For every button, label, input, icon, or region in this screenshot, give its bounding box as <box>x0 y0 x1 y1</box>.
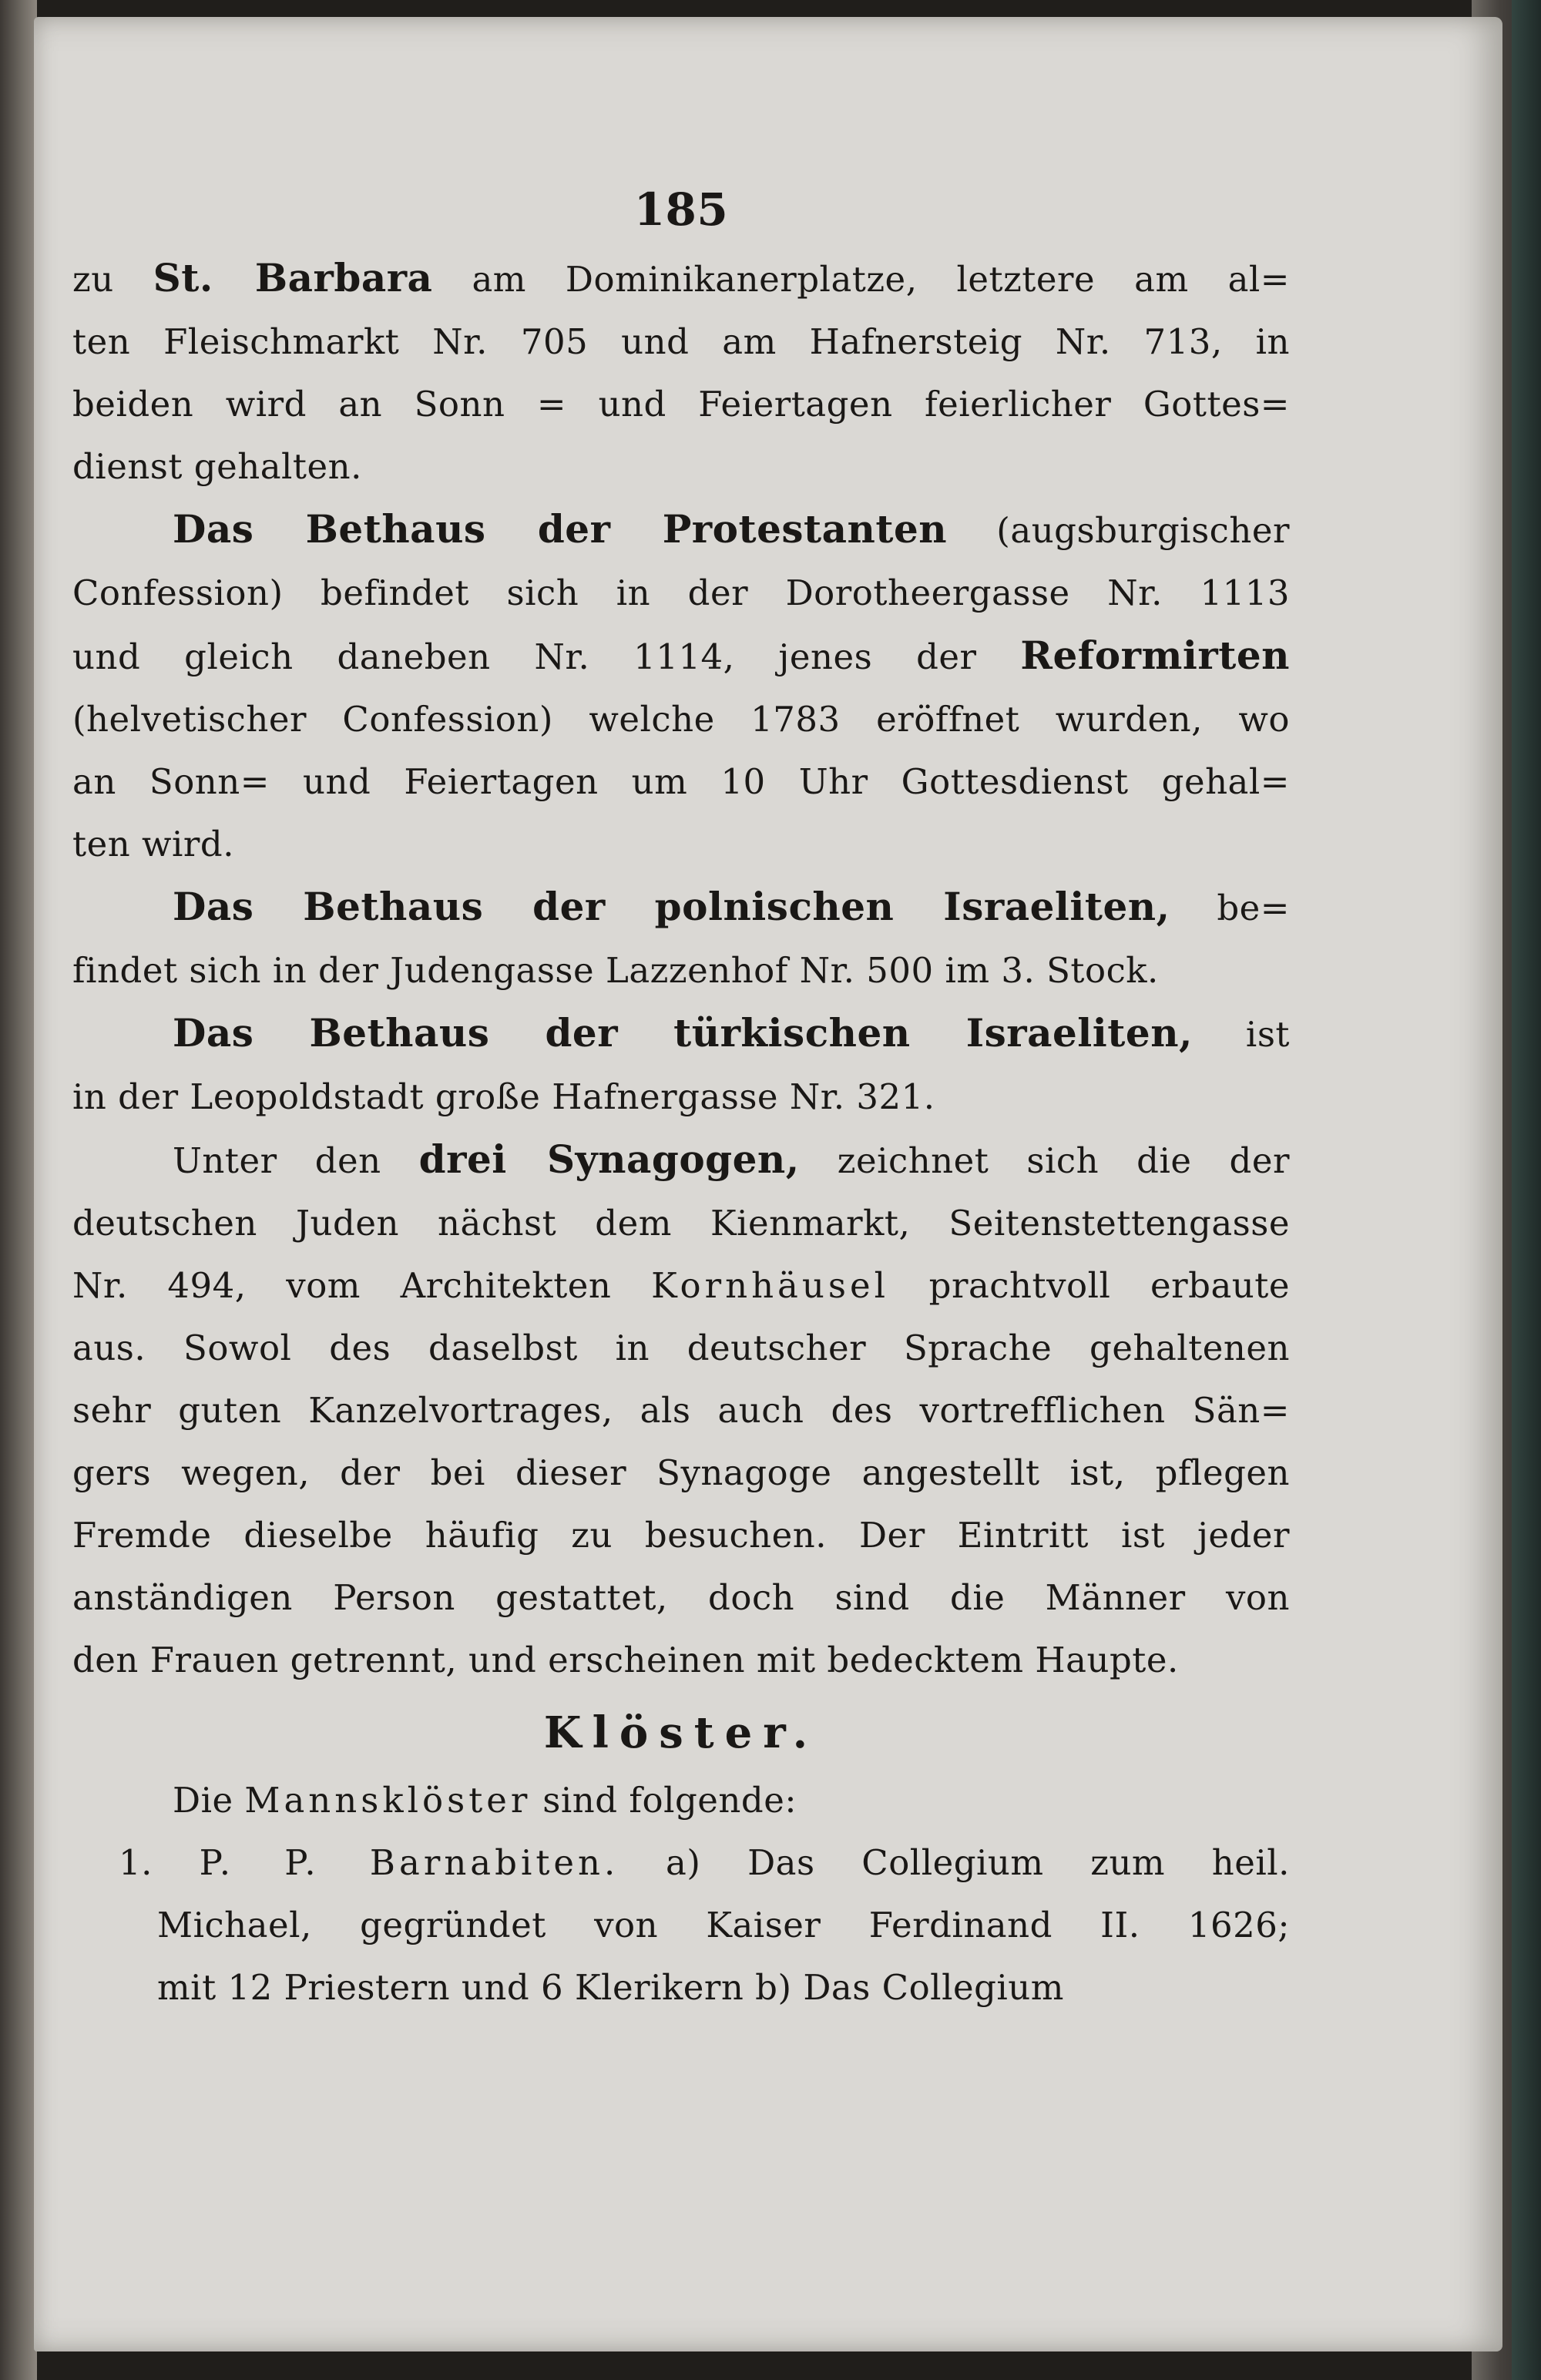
section-heading: Klöster. <box>543 1707 819 1758</box>
text-line <box>72 1629 1290 1691</box>
paragraph <box>72 1002 1290 1128</box>
emphasized-text: Das Bethaus der polnischen Israeliten, <box>173 884 1170 929</box>
emphasized-text: St. Barbara <box>153 255 433 300</box>
text-line <box>72 624 1290 688</box>
emphasized-text: drei Synagogen, <box>418 1136 800 1182</box>
paragraph <box>72 875 1290 1002</box>
text-line <box>72 435 1290 498</box>
text-run: zeichnet sich die der <box>799 1140 1290 1181</box>
text-line <box>72 1317 1290 1379</box>
text-line <box>72 939 1290 1002</box>
spaced-text: P. P. Barnabiten. <box>199 1842 619 1883</box>
text-line <box>72 875 1290 939</box>
page-number: 185 <box>633 183 729 236</box>
text-run: a) Das Collegium zum heil. <box>619 1842 1290 1883</box>
text-run: den Frauen getrennt, und erscheinen mit bedecktem Haupte. <box>72 1640 1179 1680</box>
text-line <box>72 498 1290 562</box>
text-run: ten wird. <box>72 824 235 864</box>
text-line <box>72 562 1290 624</box>
text-line <box>72 1831 1290 1894</box>
text-run: und gleich daneben Nr. 1114, jenes der <box>72 636 1021 677</box>
text-run: zu <box>72 259 153 300</box>
paragraph <box>72 247 1290 498</box>
text-run: beiden wird an Sonn = und Feiertagen feierlicher Gottes= <box>72 384 1290 425</box>
text-run: (augsburgischer <box>947 510 1290 551</box>
text-run: ten Fleischmarkt Nr. 705 und am Hafnersteig Nr. 713, in <box>72 321 1290 362</box>
text-run: 1. <box>119 1842 200 1883</box>
text-line <box>72 247 1290 311</box>
text-line <box>72 311 1290 373</box>
book-page <box>34 17 1502 2351</box>
text-line <box>72 1128 1290 1192</box>
text-run: mit 12 Priestern und 6 Klerikern b) Das Collegium <box>157 1967 1064 2008</box>
book-gutter <box>0 0 37 2380</box>
text-run: dienst gehalten. <box>72 446 362 487</box>
page-text <box>72 179 1290 2019</box>
paragraph <box>72 1128 1290 1691</box>
spaced-text: Mannsklöster <box>244 1780 532 1821</box>
text-line <box>72 373 1290 435</box>
text-run: be= <box>1170 888 1291 928</box>
text-run: deutschen Juden nächst dem Kienmarkt, Seitenstettengasse <box>72 1203 1290 1244</box>
text-line <box>72 1192 1290 1254</box>
emphasized-text: Reformirten <box>1020 633 1290 678</box>
text-line <box>72 1566 1290 1629</box>
text-run: an Sonn= und Feiertagen um 10 Uhr Gottesdienst gehal= <box>72 761 1290 802</box>
text-line <box>72 1002 1290 1066</box>
text-run: Die <box>173 1780 245 1821</box>
text-line <box>72 1956 1290 2019</box>
text-line <box>72 1504 1290 1566</box>
text-run: sehr guten Kanzelvortrages, als auch des vortrefflichen Sän= <box>72 1390 1290 1431</box>
text-run: gers wegen, der bei dieser Synagoge angestellt ist, pflegen <box>72 1452 1290 1493</box>
text-run: Fremde dieselbe häufig zu besuchen. Der Eintritt ist jeder <box>72 1515 1290 1556</box>
book-cover-edge <box>1512 0 1541 2380</box>
emphasized-text: Das Bethaus der Protestanten <box>173 506 948 552</box>
text-line <box>72 1254 1290 1317</box>
text-run: Unter den <box>173 1140 419 1181</box>
text-line <box>72 1442 1290 1504</box>
text-run: findet sich in der Judengasse Lazzenhof Nr. 500 im 3. Stock. <box>72 950 1159 991</box>
text-line <box>72 750 1290 813</box>
text-run: in der Leopoldstadt große Hafnergasse Nr. 321. <box>72 1076 935 1117</box>
text-line <box>72 1769 1290 1831</box>
text-line <box>72 1066 1290 1128</box>
spaced-text: Kornhäusel <box>651 1265 889 1306</box>
text-run: (helvetischer Confession) welche 1783 eröffnet wurden, wo <box>72 699 1290 740</box>
text-line <box>72 1379 1290 1442</box>
text-run: sind folgende: <box>531 1780 797 1821</box>
emphasized-text: Das Bethaus der türkischen Israeliten, <box>173 1010 1193 1056</box>
intro-line <box>72 1769 1290 1831</box>
text-run: Michael, gegründet von Kaiser Ferdinand II. 1626; <box>157 1905 1290 1945</box>
paragraph <box>72 498 1290 875</box>
text-run: Confession) befindet sich in der Dorotheergasse Nr. 1113 <box>72 572 1290 613</box>
text-run: anständigen Person gestattet, doch sind die Männer von <box>72 1577 1290 1618</box>
text-run: aus. Sowol des daselbst in deutscher Sprache gehaltenen <box>72 1328 1290 1368</box>
body-text <box>72 247 1290 2019</box>
text-run: Nr. 494, vom Architekten <box>72 1265 652 1306</box>
text-run: prachtvoll erbaute <box>888 1265 1291 1306</box>
list-item <box>72 1831 1290 2019</box>
text-line <box>72 688 1290 750</box>
text-line <box>72 1894 1290 1956</box>
text-line <box>72 813 1290 875</box>
text-run: ist <box>1192 1014 1290 1055</box>
text-run: am Dominikanerplatze, letztere am al= <box>432 259 1291 300</box>
